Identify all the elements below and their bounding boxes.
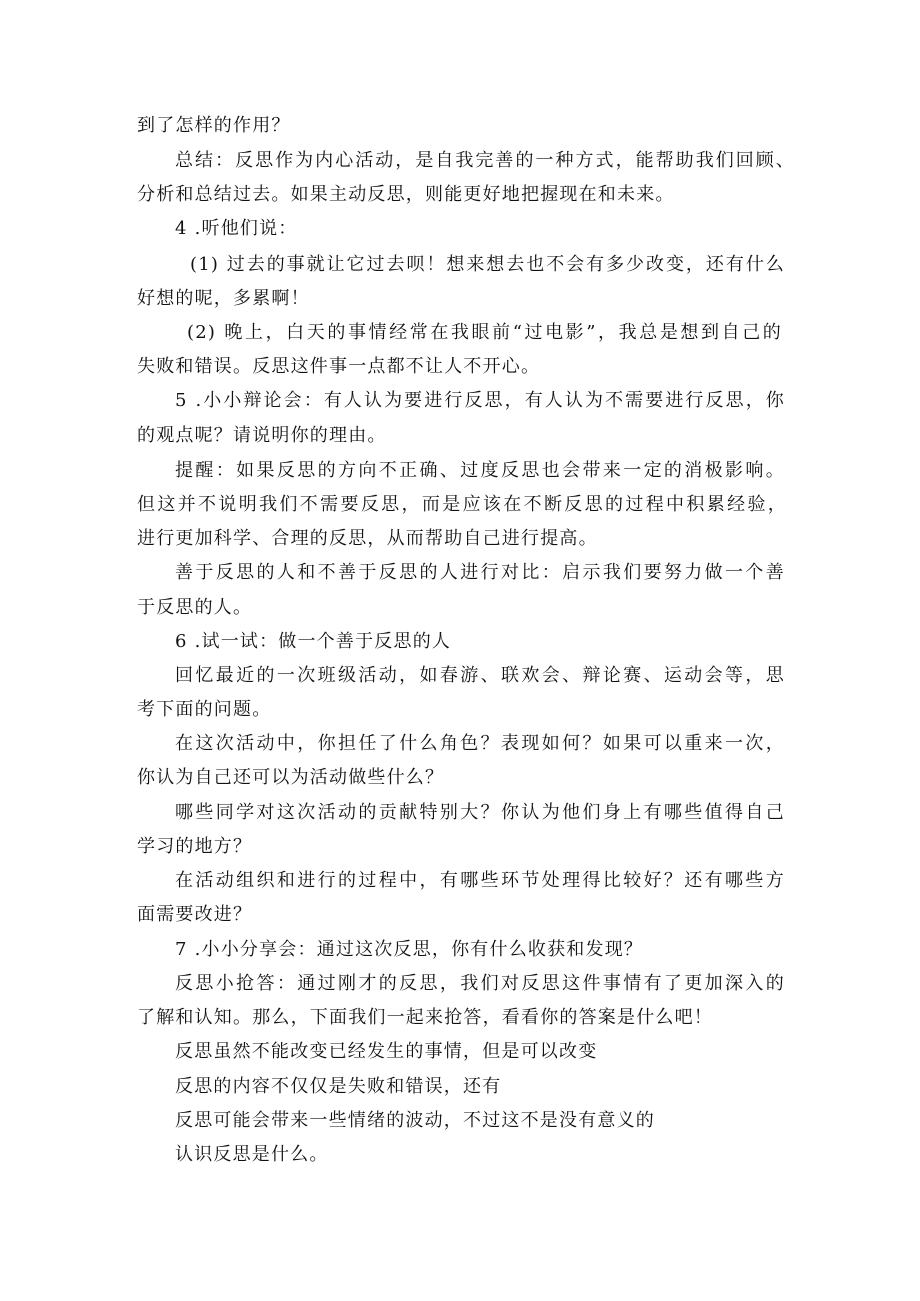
text-line: 的观点呢？请说明你的理由。 xyxy=(137,425,387,446)
text-line: 进行更加科学、合理的反思，从而帮助自己进行提高。 xyxy=(137,528,598,549)
text-line: 考下面的问题。 xyxy=(137,699,272,720)
text-line: 好想的呢，多累啊！ xyxy=(137,288,310,309)
text-line: 在这次活动中，你担任了什么角色？表现如何？如果可以重来一次， xyxy=(175,733,785,754)
text-line: 失败和错误。反思这件事一点都不让人不开心。 xyxy=(137,356,541,377)
text-line: 反思可能会带来一些情绪的波动，不过这不是没有意义的 xyxy=(175,1110,655,1131)
text-line: 到了怎样的作用？ xyxy=(137,115,291,136)
text-line: 总结：反思作为内心活动，是自我完善的一种方式，能帮助我们回顾、 xyxy=(175,150,795,171)
text-line: 反思虽然不能改变已经发生的事情，但是可以改变 xyxy=(175,1041,598,1062)
text-line: 你认为自己还可以为活动做些什么？ xyxy=(137,767,445,788)
text-line: 学习的地方？ xyxy=(137,836,253,857)
text-line: 在活动组织和进行的过程中，有哪些环节处理得比较好？还有哪些方 xyxy=(175,870,785,891)
text-line: 反思的内容不仅仅是失败和错误，还有 xyxy=(175,1076,502,1097)
text-line: 提醒：如果反思的方向不正确、过度反思也会带来一定的消极影响。 xyxy=(175,460,785,481)
text-line: 善于反思的人和不善于反思的人进行对比：启示我们要努力做一个善 xyxy=(175,562,785,583)
section-heading: 6 .试一试：做一个善于反思的人 xyxy=(175,631,452,652)
text-line: 面需要改进？ xyxy=(137,904,253,925)
text-line: (2) 晚上，白天的事情经常在我眼前“过电影”，我总是想到自己的 xyxy=(187,322,782,343)
text-line: 回忆最近的一次班级活动，如春游、联欢会、辩论赛、运动会等，思 xyxy=(175,665,785,686)
text-line: 分析和总结过去。如果主动反思，则能更好地把握现在和未来。 xyxy=(137,184,675,205)
text-line: 但这并不说明我们不需要反思，而是应该在不断反思的过程中积累经验， xyxy=(137,494,787,515)
text-line: 于反思的人。 xyxy=(137,597,253,618)
section-heading: 7 .小小分享会：通过这次反思，你有什么收获和发现？ xyxy=(175,939,644,960)
text-line: 反思小抢答：通过刚才的反思，我们对反思这件事情有了更加深入的 xyxy=(175,973,785,994)
text-line: 了解和认知。那么，下面我们一起来抢答，看看你的答案是什么吧！ xyxy=(137,1007,713,1028)
section-heading: 5 .小小辩论会：有人认为要进行反思，有人认为不需要进行反思，你 xyxy=(175,390,785,411)
text-line: (1) 过去的事就让它过去呗！想来想去也不会有多少改变，还有什么 xyxy=(190,254,785,275)
text-line: 哪些同学对这次活动的贡献特别大？你认为他们身上有哪些值得自己 xyxy=(175,802,785,823)
section-heading: 4 .听他们说： xyxy=(175,218,298,239)
text-line: 认识反思是什么。 xyxy=(175,1144,329,1165)
